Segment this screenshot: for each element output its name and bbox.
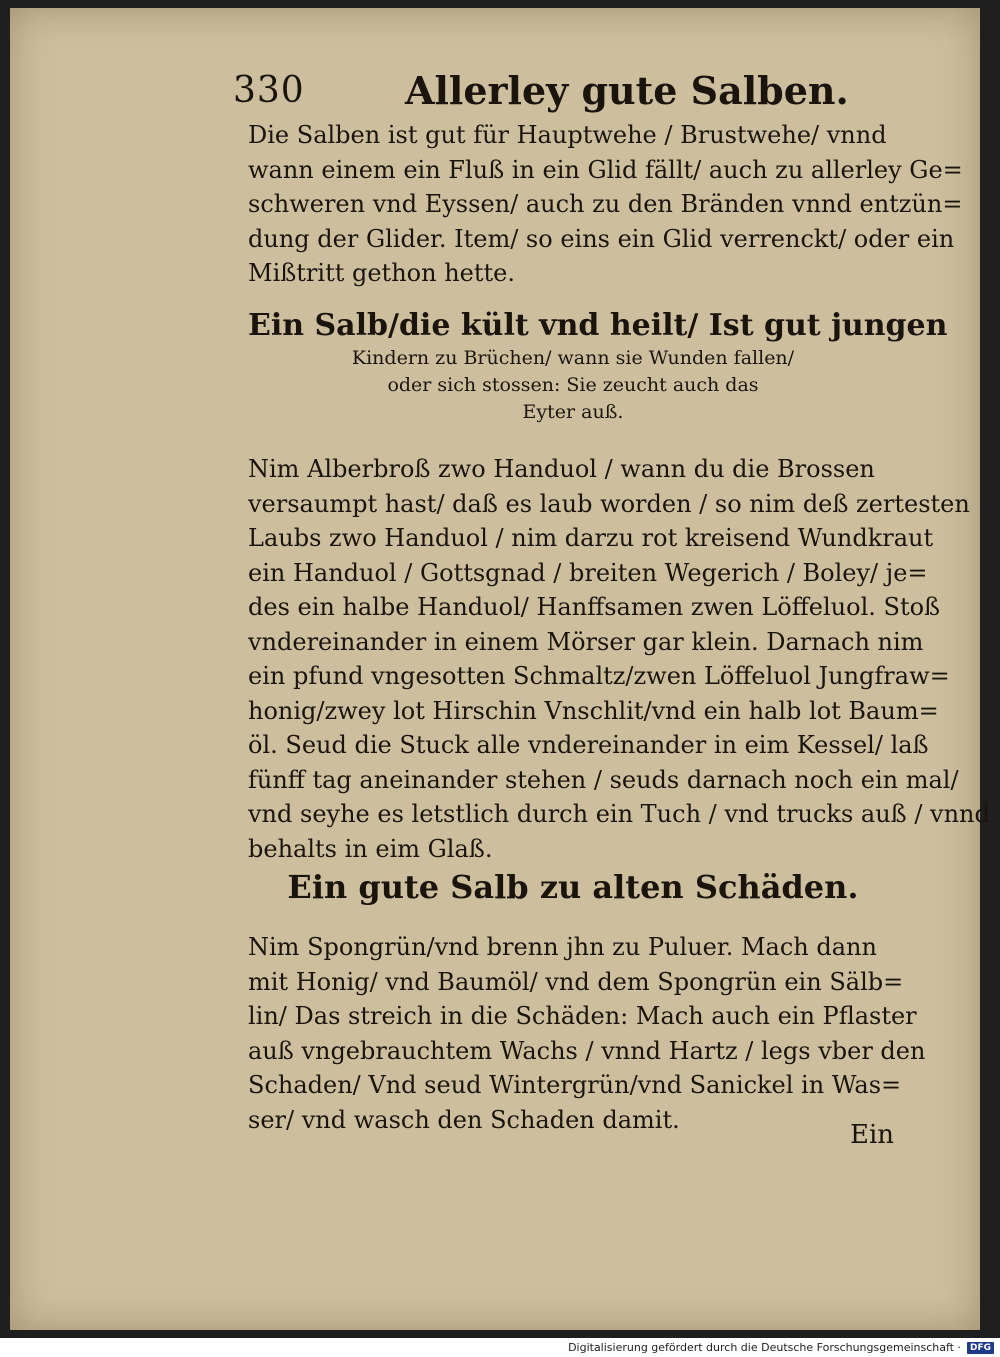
text-line: honig/zwey lot Hirschin Vnschlit/vnd ein halb lot Baum= (248, 696, 939, 725)
subheading-line: oder sich stossen: Sie zeucht auch das (387, 374, 759, 396)
text-line: auß vngebrauchtem Wachs / vnnd Hartz / legs vber den (248, 1036, 926, 1065)
text-line: vnd seyhe es letstlich durch ein Tuch / vnd trucks auß / vnnd (248, 800, 990, 828)
page-number: 330 (233, 70, 305, 111)
text-line: wann einem ein Fluß in ein Glid fällt/ auch zu allerley Ge= (248, 155, 963, 184)
running-title: Allerley gute Salben. (405, 68, 849, 113)
recipe-paragraph-1 (248, 452, 990, 866)
text-line: schweren vnd Eyssen/ auch zu den Bränden vnnd entzün= (248, 190, 963, 218)
text-line: mit Honig/ vnd Baumöl/ vnd dem Spongrün ein Sälb= (248, 967, 904, 996)
section-heading-2: Ein gute Salb zu alten Schäden. (287, 868, 859, 906)
text-line: Schaden/ Vnd seud Wintergrün/vnd Sanickel in Was= (248, 1071, 902, 1099)
text-line: ser/ vnd wasch den Schaden damit. (248, 1105, 680, 1134)
text-line: dung der Glider. Item/ so eins ein Glid verrenckt/ oder ein (248, 224, 955, 253)
section-subheading-1 (248, 345, 898, 426)
intro-paragraph (248, 118, 963, 291)
text-line: Laubs zwo Handuol / nim darzu rot kreisend Wundkraut (248, 524, 934, 552)
text-line: Mißtritt gethon hette. (248, 259, 515, 287)
recipe-paragraph-2 (248, 930, 926, 1137)
catchword: Ein (850, 1120, 895, 1150)
text-line: ein Handuol / Gottsgnad / breiten Wegerich / Boley/ je= (248, 558, 928, 587)
digitization-footer (0, 1338, 1000, 1357)
funding-notice: Digitalisierung gefördert durch die Deutsche Forschungsgemeinschaft · (568, 1341, 961, 1354)
dfg-logo: DFG (967, 1342, 994, 1354)
text-line: ein pfund vngesotten Schmaltz/zwen Löffeluol Jungfraw= (248, 662, 950, 690)
subheading-line: Eyter auß. (522, 401, 624, 423)
text-line: lin/ Das streich in die Schäden: Mach auch ein Pflaster (248, 1002, 917, 1030)
text-line: des ein halbe Handuol/ Hanffsamen zwen Löffeluol. Stoß (248, 593, 941, 621)
text-line: Nim Spongrün/vnd brenn jhn zu Puluer. Mach dann (248, 933, 877, 961)
subheading-line: Kindern zu Brüchen/ wann sie Wunden fallen/ (351, 347, 795, 369)
text-line: fünff tag aneinander stehen / seuds darnach noch ein mal/ (248, 765, 959, 794)
text-line: Nim Alberbroß zwo Handuol / wann du die Brossen (248, 455, 875, 483)
text-line: Die Salben ist gut für Hauptwehe / Brustwehe/ vnnd (248, 121, 887, 149)
text-line: öl. Seud die Stuck alle vndereinander in eim Kessel/ laß (248, 731, 929, 759)
text-line: versaumpt hast/ daß es laub worden / so nim deß zertesten (248, 489, 970, 518)
text-line: vndereinander in einem Mörser gar klein. Darnach nim (248, 627, 924, 656)
section-heading-1: Ein Salb/die kült vnd heilt/ Ist gut jungen (248, 308, 948, 343)
text-line: behalts in eim Glaß. (248, 834, 493, 863)
